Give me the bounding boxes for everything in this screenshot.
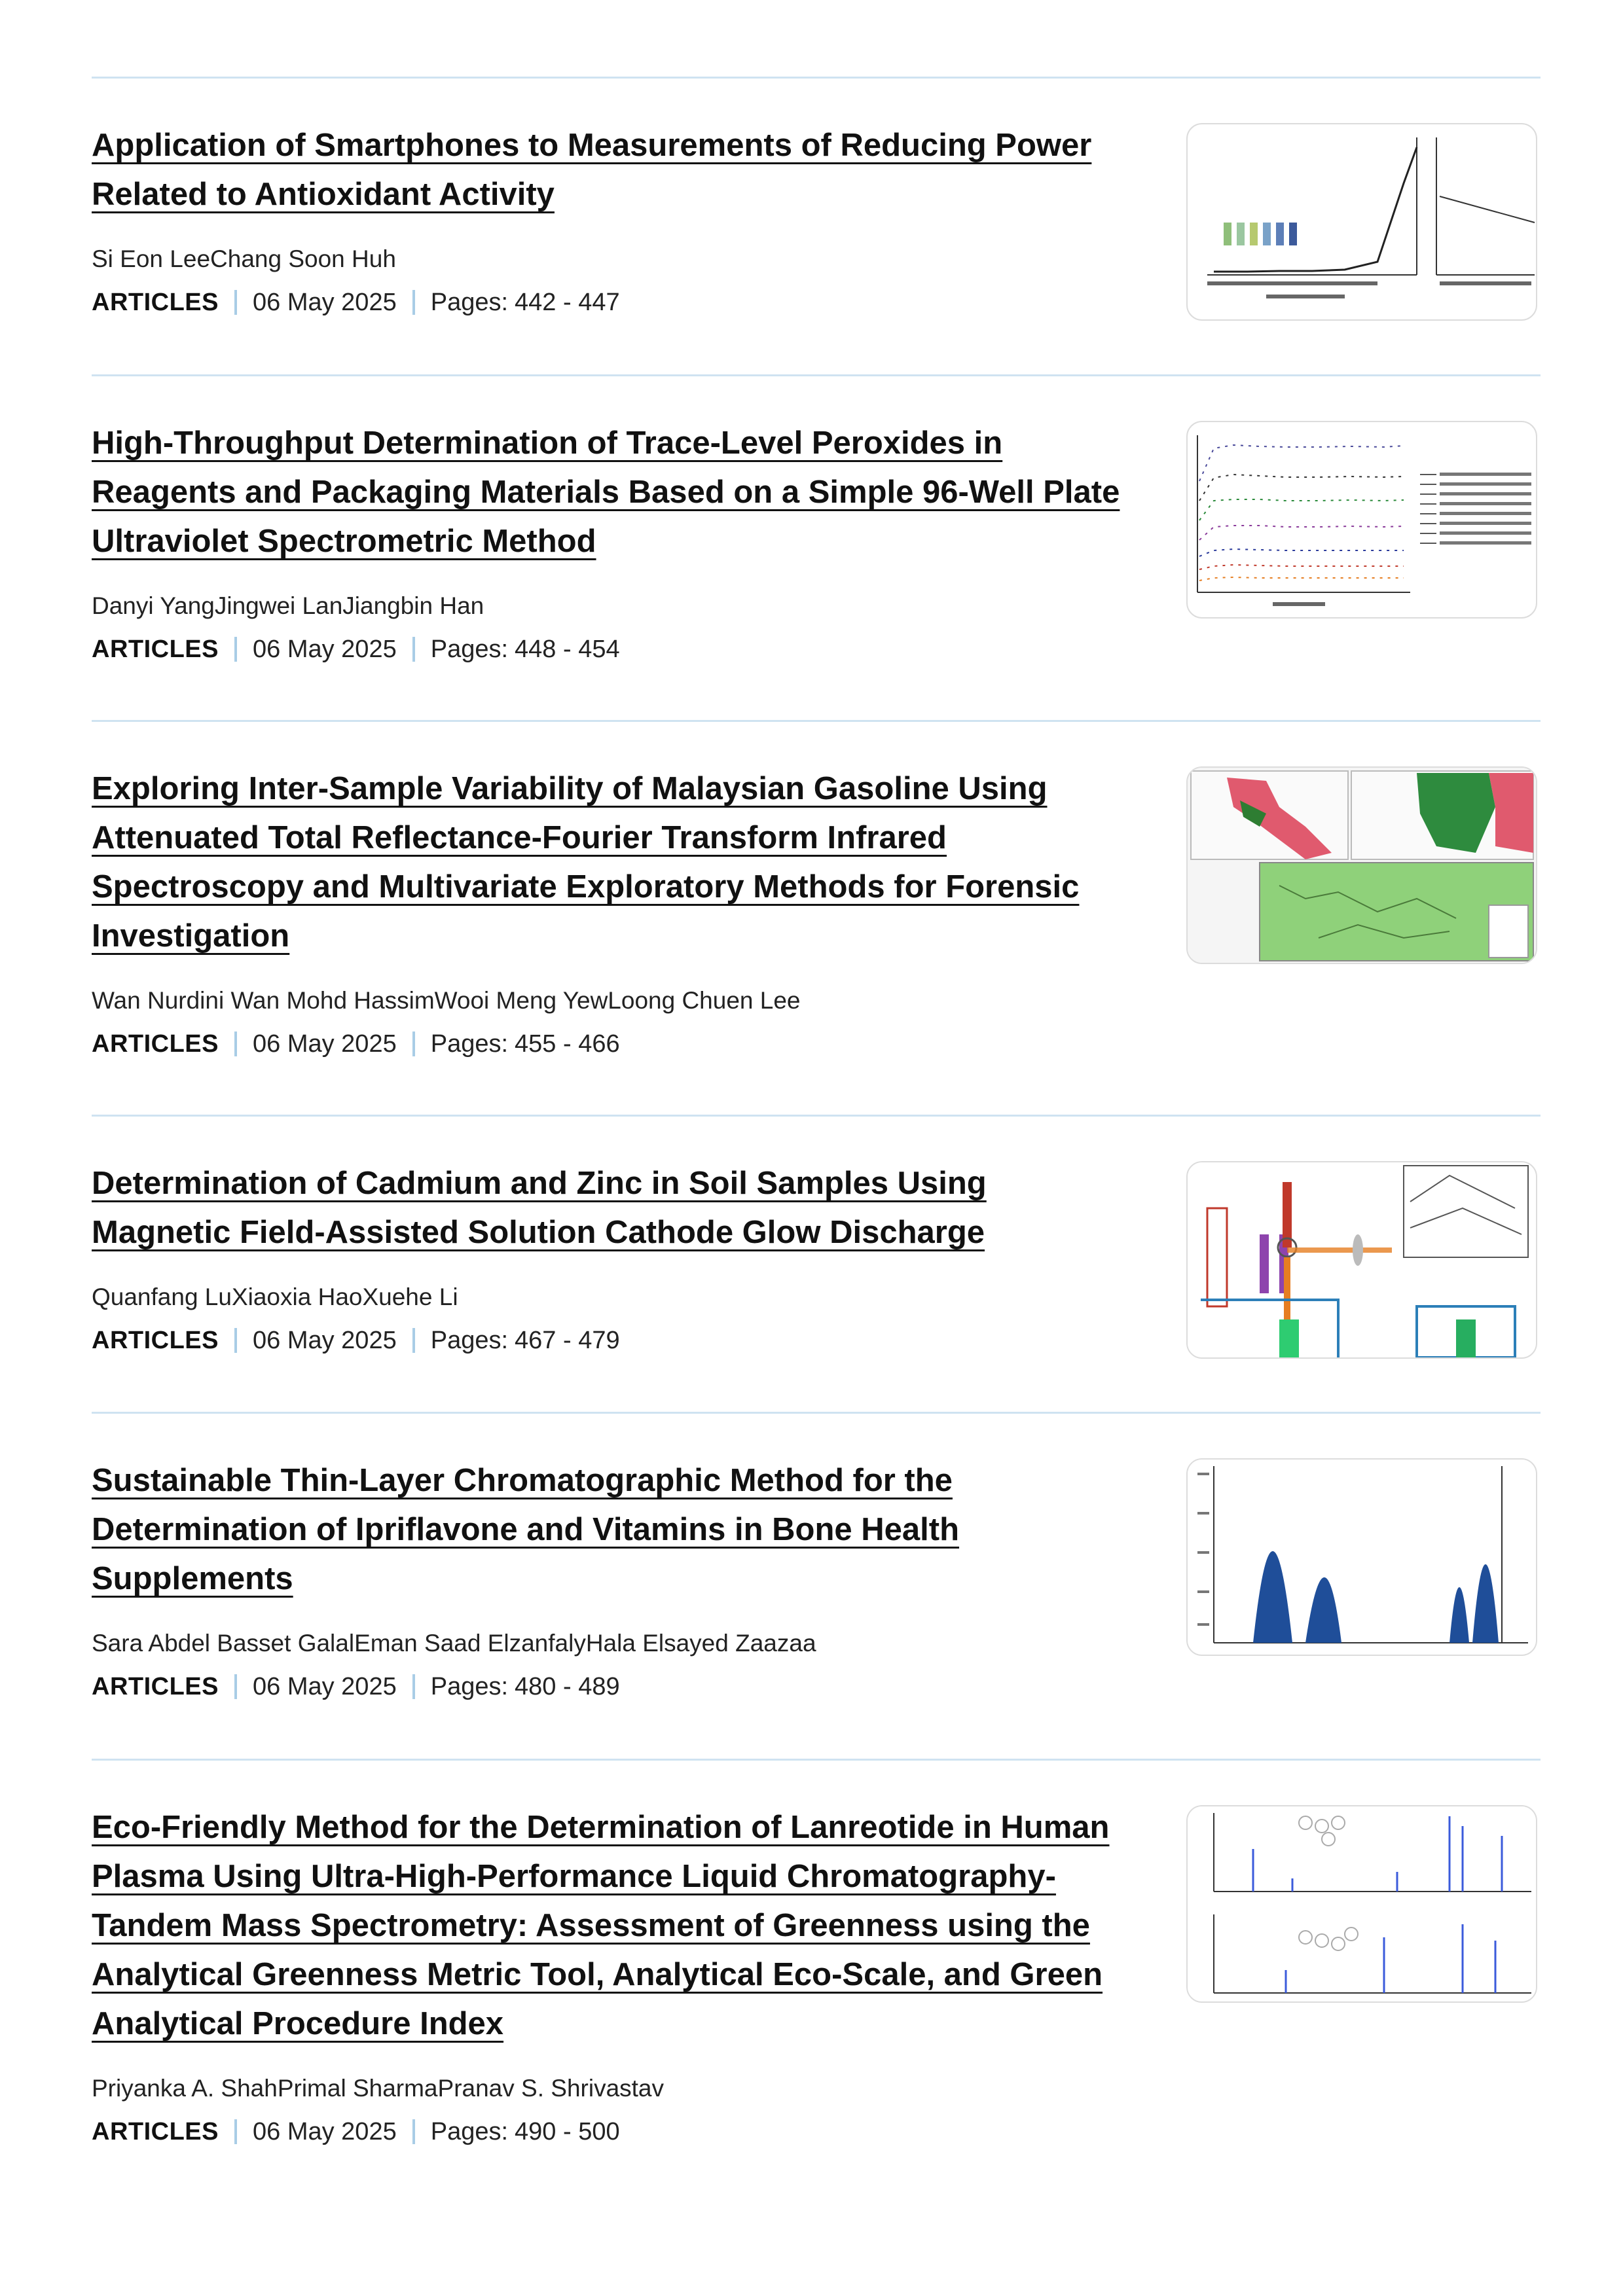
- mass-spectra-thumbnail-image: [1188, 1806, 1536, 2001]
- article-authors: Si Eon LeeChang Soon Huh: [92, 245, 396, 272]
- article-meta: [92, 1670, 1541, 1703]
- article-thumbnail[interactable]: [1186, 421, 1537, 619]
- meta-divider: [412, 1031, 415, 1056]
- meta-divider: [412, 2119, 415, 2144]
- article-meta: [92, 633, 1541, 666]
- article-pages: 448 - 454: [515, 636, 620, 663]
- article-authors: Quanfang LuXiaoxia HaoXuehe Li: [92, 1283, 458, 1310]
- article-date: 06 May 2025: [253, 1327, 397, 1354]
- article-title[interactable]: [92, 1803, 1152, 2049]
- pages-label: Pages:: [430, 1030, 509, 1058]
- article-meta: [92, 2115, 1541, 2148]
- article-thumbnail[interactable]: [1186, 1161, 1537, 1359]
- article-title[interactable]: [92, 121, 1152, 219]
- article-title-link[interactable]: Determination of Cadmium and Zinc in Soil Samples Using Magnetic Field-Assisted Solution Cathode Glow Discharge: [92, 1166, 987, 1250]
- meta-divider: [412, 1328, 415, 1353]
- meta-divider: [412, 637, 415, 662]
- article-authors: Wan Nurdini Wan Mohd HassimWooi Meng YewLoong Chuen Lee: [92, 987, 801, 1014]
- meta-divider: [412, 290, 415, 315]
- pages-label: Pages:: [430, 636, 509, 663]
- article-title-link[interactable]: High-Throughput Determination of Trace-Level Peroxides in Reagents and Packaging Materials Based on a Simple 96-Well Plate Ultraviolet Spectrometric Method: [92, 425, 1120, 559]
- meta-divider: [412, 1674, 415, 1699]
- article-type: ARTICLES: [92, 1673, 219, 1700]
- article-pages: 455 - 466: [515, 1030, 620, 1058]
- article-type: ARTICLES: [92, 636, 219, 663]
- article-thumbnail[interactable]: [1186, 766, 1537, 964]
- article-title-link[interactable]: Sustainable Thin-Layer Chromatographic Method for the Determination of Ipriflavone and Vitamins in Bone Health Supplements: [92, 1463, 960, 1596]
- article-authors: Danyi YangJingwei LanJiangbin Han: [92, 592, 484, 619]
- article-date: 06 May 2025: [253, 636, 397, 663]
- apparatus-diagram-thumbnail-image: [1188, 1162, 1536, 1357]
- pages-label: Pages:: [430, 289, 509, 316]
- meta-divider: [234, 1328, 237, 1353]
- meta-divider: [234, 637, 237, 662]
- article-authors: Sara Abdel Basset GalalEman Saad ElzanfalyHala Elsayed Zaazaa: [92, 1630, 816, 1657]
- article-thumbnail[interactable]: [1186, 123, 1537, 321]
- article-date: 06 May 2025: [253, 2118, 397, 2145]
- article-type: ARTICLES: [92, 1030, 219, 1058]
- article-pages: 490 - 500: [515, 2118, 620, 2145]
- meta-divider: [234, 2119, 237, 2144]
- article-date: 06 May 2025: [253, 1030, 397, 1058]
- meta-divider: [234, 1031, 237, 1056]
- article-meta: [92, 1028, 1541, 1060]
- meta-divider: [234, 1674, 237, 1699]
- meta-divider: [234, 290, 237, 315]
- article-title[interactable]: [92, 764, 1152, 961]
- separator: [92, 1759, 1541, 1761]
- separator: [92, 374, 1541, 376]
- article-title-link[interactable]: Application of Smartphones to Measurements of Reducing Power Related to Antioxidant Activity: [92, 128, 1092, 212]
- pages-label: Pages:: [430, 1673, 509, 1700]
- line-chart-thumbnail-image: [1188, 124, 1536, 319]
- article-thumbnail[interactable]: [1186, 1805, 1537, 2003]
- article-type: ARTICLES: [92, 289, 219, 316]
- article-title[interactable]: [92, 1159, 1152, 1257]
- article-title[interactable]: [92, 1456, 1152, 1604]
- article-pages: 442 - 447: [515, 289, 620, 316]
- separator: [92, 720, 1541, 722]
- pages-label: Pages:: [430, 1327, 509, 1354]
- article-title-link[interactable]: Eco-Friendly Method for the Determination of Lanreotide in Human Plasma Using Ultra-High-Performance Liquid Chromatography- Tandem Mass Spectrometry: Assessment of Greenness using the Analytical Greenness Metric Tool, Analytical Eco-Scale, and Green Analytical Procedure Index: [92, 1810, 1110, 2041]
- map-thumbnail-image: [1188, 768, 1536, 963]
- separator: [92, 1412, 1541, 1414]
- separator-top: [92, 77, 1541, 79]
- article-thumbnail[interactable]: [1186, 1458, 1537, 1656]
- article-date: 06 May 2025: [253, 289, 397, 316]
- article-pages: 467 - 479: [515, 1327, 620, 1354]
- article-type: ARTICLES: [92, 2118, 219, 2145]
- article-authors: Priyanka A. ShahPrimal SharmaPranav S. Shrivastav: [92, 2075, 664, 2102]
- pages-label: Pages:: [430, 2118, 509, 2145]
- article-pages: 480 - 489: [515, 1673, 620, 1700]
- article-title-link[interactable]: Exploring Inter-Sample Variability of Malaysian Gasoline Using Attenuated Total Reflectance-Fourier Transform Infrared Spectroscopy and Multivariate Exploratory Methods for Forensic Investigation: [92, 771, 1080, 954]
- article-title[interactable]: [92, 419, 1152, 566]
- multi-series-chart-thumbnail-image: [1188, 422, 1536, 617]
- article-date: 06 May 2025: [253, 1673, 397, 1700]
- separator: [92, 1115, 1541, 1117]
- article-type: ARTICLES: [92, 1327, 219, 1354]
- chromatogram-thumbnail-image: [1188, 1460, 1536, 1655]
